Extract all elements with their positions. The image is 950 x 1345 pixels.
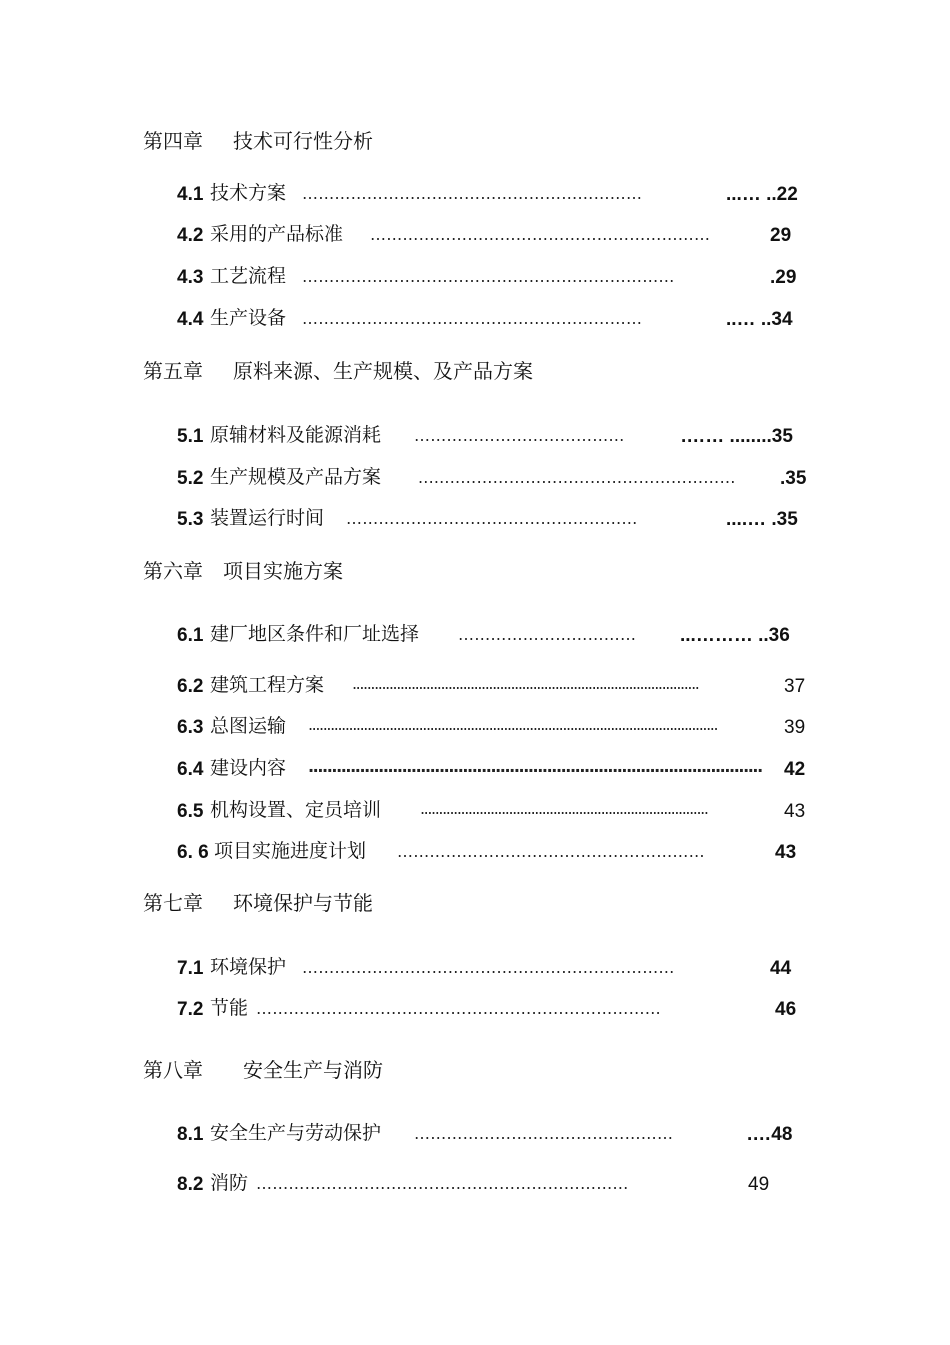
entry-page: 44 (770, 958, 792, 979)
entry-page: 39 (784, 717, 806, 738)
entry-page: .…48 (747, 1124, 793, 1145)
entry-leader: ………………………………………… (414, 1126, 674, 1142)
entry-page: 46 (775, 999, 797, 1020)
entry-number: 7.2 (177, 999, 204, 1020)
entry-title: 装置运行时间 (210, 507, 325, 529)
chapter-label: 第八章 (143, 1058, 203, 1082)
entry-page: .35 (780, 468, 807, 489)
chapter-title: 项目实施方案 (223, 559, 343, 583)
chapter-title: 安全生产与消防 (243, 1058, 383, 1082)
entry-leader: …………………………… (458, 627, 637, 643)
entry-title: 建厂地区条件和厂址选择 (210, 623, 420, 645)
entry-page: ..… ..34 (726, 309, 793, 330)
entry-leader: ……………………………………………………… (302, 311, 643, 327)
entry-leader: ........…………………………………………… (418, 470, 736, 486)
entry-page: 43 (784, 801, 806, 822)
chapter-label: 第四章 (143, 129, 203, 153)
entry-number: 5.1 (177, 426, 204, 447)
chapter-8-heading (143, 1058, 383, 1082)
entry-title: 生产设备 (210, 307, 287, 329)
entry-title: 建设内容 (210, 757, 287, 779)
entry-page: 37 (784, 676, 806, 697)
chapter-label: 第六章 (143, 559, 203, 583)
entry-number: 8.2 (177, 1174, 204, 1195)
chapter-title: 技术可行性分析 (233, 129, 373, 153)
chapter-label: 第七章 (143, 891, 203, 915)
entry-leader: ................................................................................................. (308, 759, 762, 775)
entry-page: 43 (775, 842, 797, 863)
entry-number: 4.3 (177, 267, 204, 288)
entry-number: 6.4 (177, 759, 204, 780)
entry-title: 环境保护 (210, 956, 287, 978)
entry-leader: ……………………………………………… (346, 511, 638, 527)
entry-number: 4.2 (177, 225, 204, 246)
chapter-title: 环境保护与节能 (233, 891, 373, 915)
entry-leader: …………………………………………………………… (256, 1176, 629, 1192)
entry-page: 29 (770, 225, 792, 246)
chapter-title: 原料来源、生产规模、及产品方案 (233, 359, 533, 383)
entry-page: ...……… ..36 (680, 625, 790, 646)
entry-leader: ............................................................................................................... (308, 717, 718, 733)
chapter-7-heading (143, 891, 373, 915)
entry-number: 6.3 (177, 717, 204, 738)
entry-title: 生产规模及产品方案 (210, 466, 382, 488)
entry-leader: .............................................................................. (420, 801, 708, 817)
entry-number: 6.1 (177, 625, 204, 646)
entry-number: 5.3 (177, 509, 204, 530)
entry-title: 节能 (210, 997, 249, 1019)
entry-leader: …………………………………………………………… (302, 269, 675, 285)
chapter-4-heading (143, 129, 373, 153)
entry-page: ....… .35 (726, 509, 798, 530)
entry-title: 消防 (210, 1172, 249, 1194)
entry-leader: ………………………………… (414, 428, 625, 444)
chapter-label: 第五章 (143, 359, 203, 383)
entry-title: 采用的产品标准 (210, 223, 344, 245)
entry-page: 49 (748, 1174, 770, 1195)
entry-title: 项目实施进度计划 (214, 840, 367, 862)
entry-number: 6. 6 (177, 842, 209, 863)
entry-title: 建筑工程方案 (210, 674, 325, 696)
entry-leader: ……………………………………………………… (302, 186, 643, 202)
chapter-5-heading (143, 359, 533, 383)
entry-title: 机构设置、定员培训 (210, 799, 382, 821)
entry-title: 安全生产与劳动保护 (210, 1122, 382, 1144)
entry-leader: ……………………………………………………… (370, 227, 711, 243)
entry-number: 4.1 (177, 184, 204, 205)
entry-title: 技术方案 (210, 182, 287, 204)
entry-title: 工艺流程 (210, 265, 287, 287)
entry-number: 6.2 (177, 676, 204, 697)
entry-leader: …………………………………………………………… (302, 960, 675, 976)
chapter-6-heading (143, 559, 343, 583)
entry-number: 7.1 (177, 958, 204, 979)
entry-page: .…… ........35 (681, 426, 793, 447)
entry-number: 6.5 (177, 801, 204, 822)
entry-title: 原辅材料及能源消耗 (210, 424, 382, 446)
entry-title: 总图运输 (210, 715, 287, 737)
entry-number: 8.1 (177, 1124, 204, 1145)
entry-leader: ………………………………………………… (397, 844, 705, 860)
entry-number: 5.2 (177, 468, 204, 489)
entry-page: 42 (784, 759, 806, 780)
entry-page: ...… ..22 (726, 184, 798, 205)
entry-leader: ………………………………………………………………… (256, 1001, 661, 1017)
entry-page: .29 (770, 267, 797, 288)
entry-leader: .............................................................................................. (352, 676, 699, 692)
entry-number: 4.4 (177, 309, 204, 330)
